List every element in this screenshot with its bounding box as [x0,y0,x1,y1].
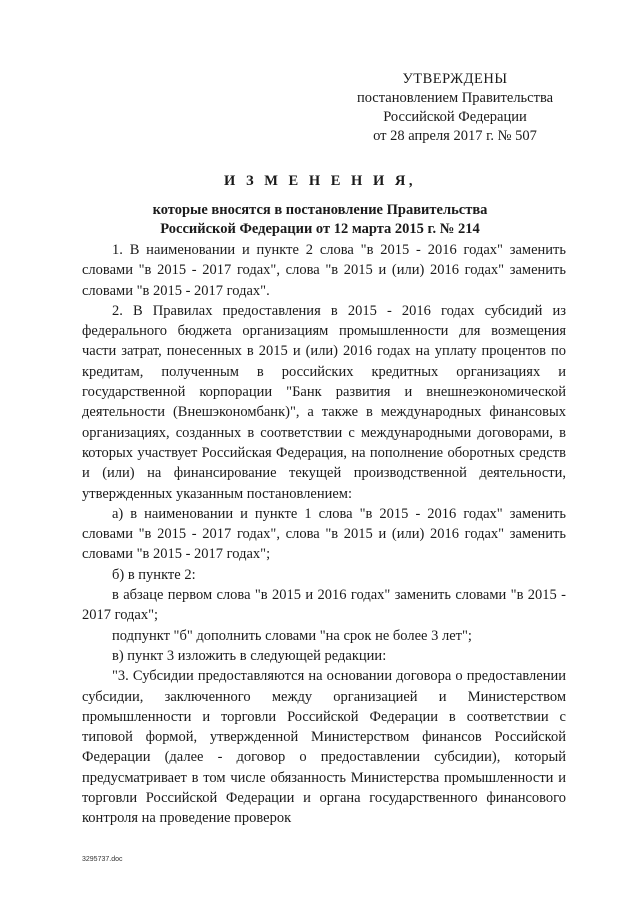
heading-title: И З М Е Н Е Н И Я, [224,173,416,189]
document-heading [60,172,580,239]
paragraph-2b: б) в пункте 2: [112,566,196,583]
paragraph-2c-quote: "3. Субсидии предоставляются на основании договора о предоставлении субсидии, заключенного между организацией и Министерством промышленности и торговли Российской Федерации в соответствии с типовой формой, утвержденной Министерством финансов Российской Федерации (далее - договор о предоставлении субсидии), который предусматривает в том числе обязанность Министерства промышленности и торговли Российской Федерации и органа государственного финансового контроля на проведение проверок [82,668,566,827]
paragraph-1: 1. В наименовании и пункте 2 слова "в 2015 - 2016 годах" заменить словами "в 2015 - 2017 годах", слова "в 2015 и (или) 2016 годах" заменить словами "в 2015 - 2017 годах". [82,242,566,299]
paragraph-2b-2: подпункт "б" дополнить словами "на срок не более 3 лет"; [112,627,472,644]
heading-subtitle-1: которые вносятся в постановление Правительства [152,202,488,218]
approval-line-2: Российской Федерации [383,109,527,125]
paragraph-2a: а) в наименовании и пункте 1 слова "в 2015 - 2016 годах" заменить словами "в 2015 - 2017 годах", слова "в 2015 и (или) 2016 годах" заменить словами "в 2015 - 2017 годах"; [82,505,566,563]
approval-title: УТВЕРЖДЕНЫ [402,71,508,87]
approval-line-1: постановлением Правительства [356,90,554,106]
approval-line-3: от 28 апреля 2017 г. № 507 [373,128,537,144]
file-name-footer: 3295737.doc [82,856,123,863]
document-body [82,240,566,829]
paragraph-2: 2. В Правилах предоставления в 2015 - 2016 годах субсидий из федерального бюджета организациям промышленности для возмещения части затрат, понесенных в 2015 и (или) 2016 годах на уплату процентов по кредитам, полученным в российских кредитных организациях и государственной корпорации "Банк развития и внешнеэкономической деятельности (Внешэкономбанк)", а также в международных финансовых организациях, созданных в соответствии с международными договорами, в которых участвует Российская Федерация, на пополнение оборотных средств и (или) на финансирование текущей производственной деятельности, утвержденных указанным постановлением: [82,302,566,502]
heading-subtitle-2: Российской Федерации от 12 марта 2015 г. № 214 [160,221,480,237]
approval-block [350,70,560,146]
paragraph-2b-1: в абзаце первом слова "в 2015 и 2016 годах" заменить словами "в 2015 - 2017 годах"; [82,587,566,624]
paragraph-2c: в) пункт 3 изложить в следующей редакции: [112,647,387,664]
